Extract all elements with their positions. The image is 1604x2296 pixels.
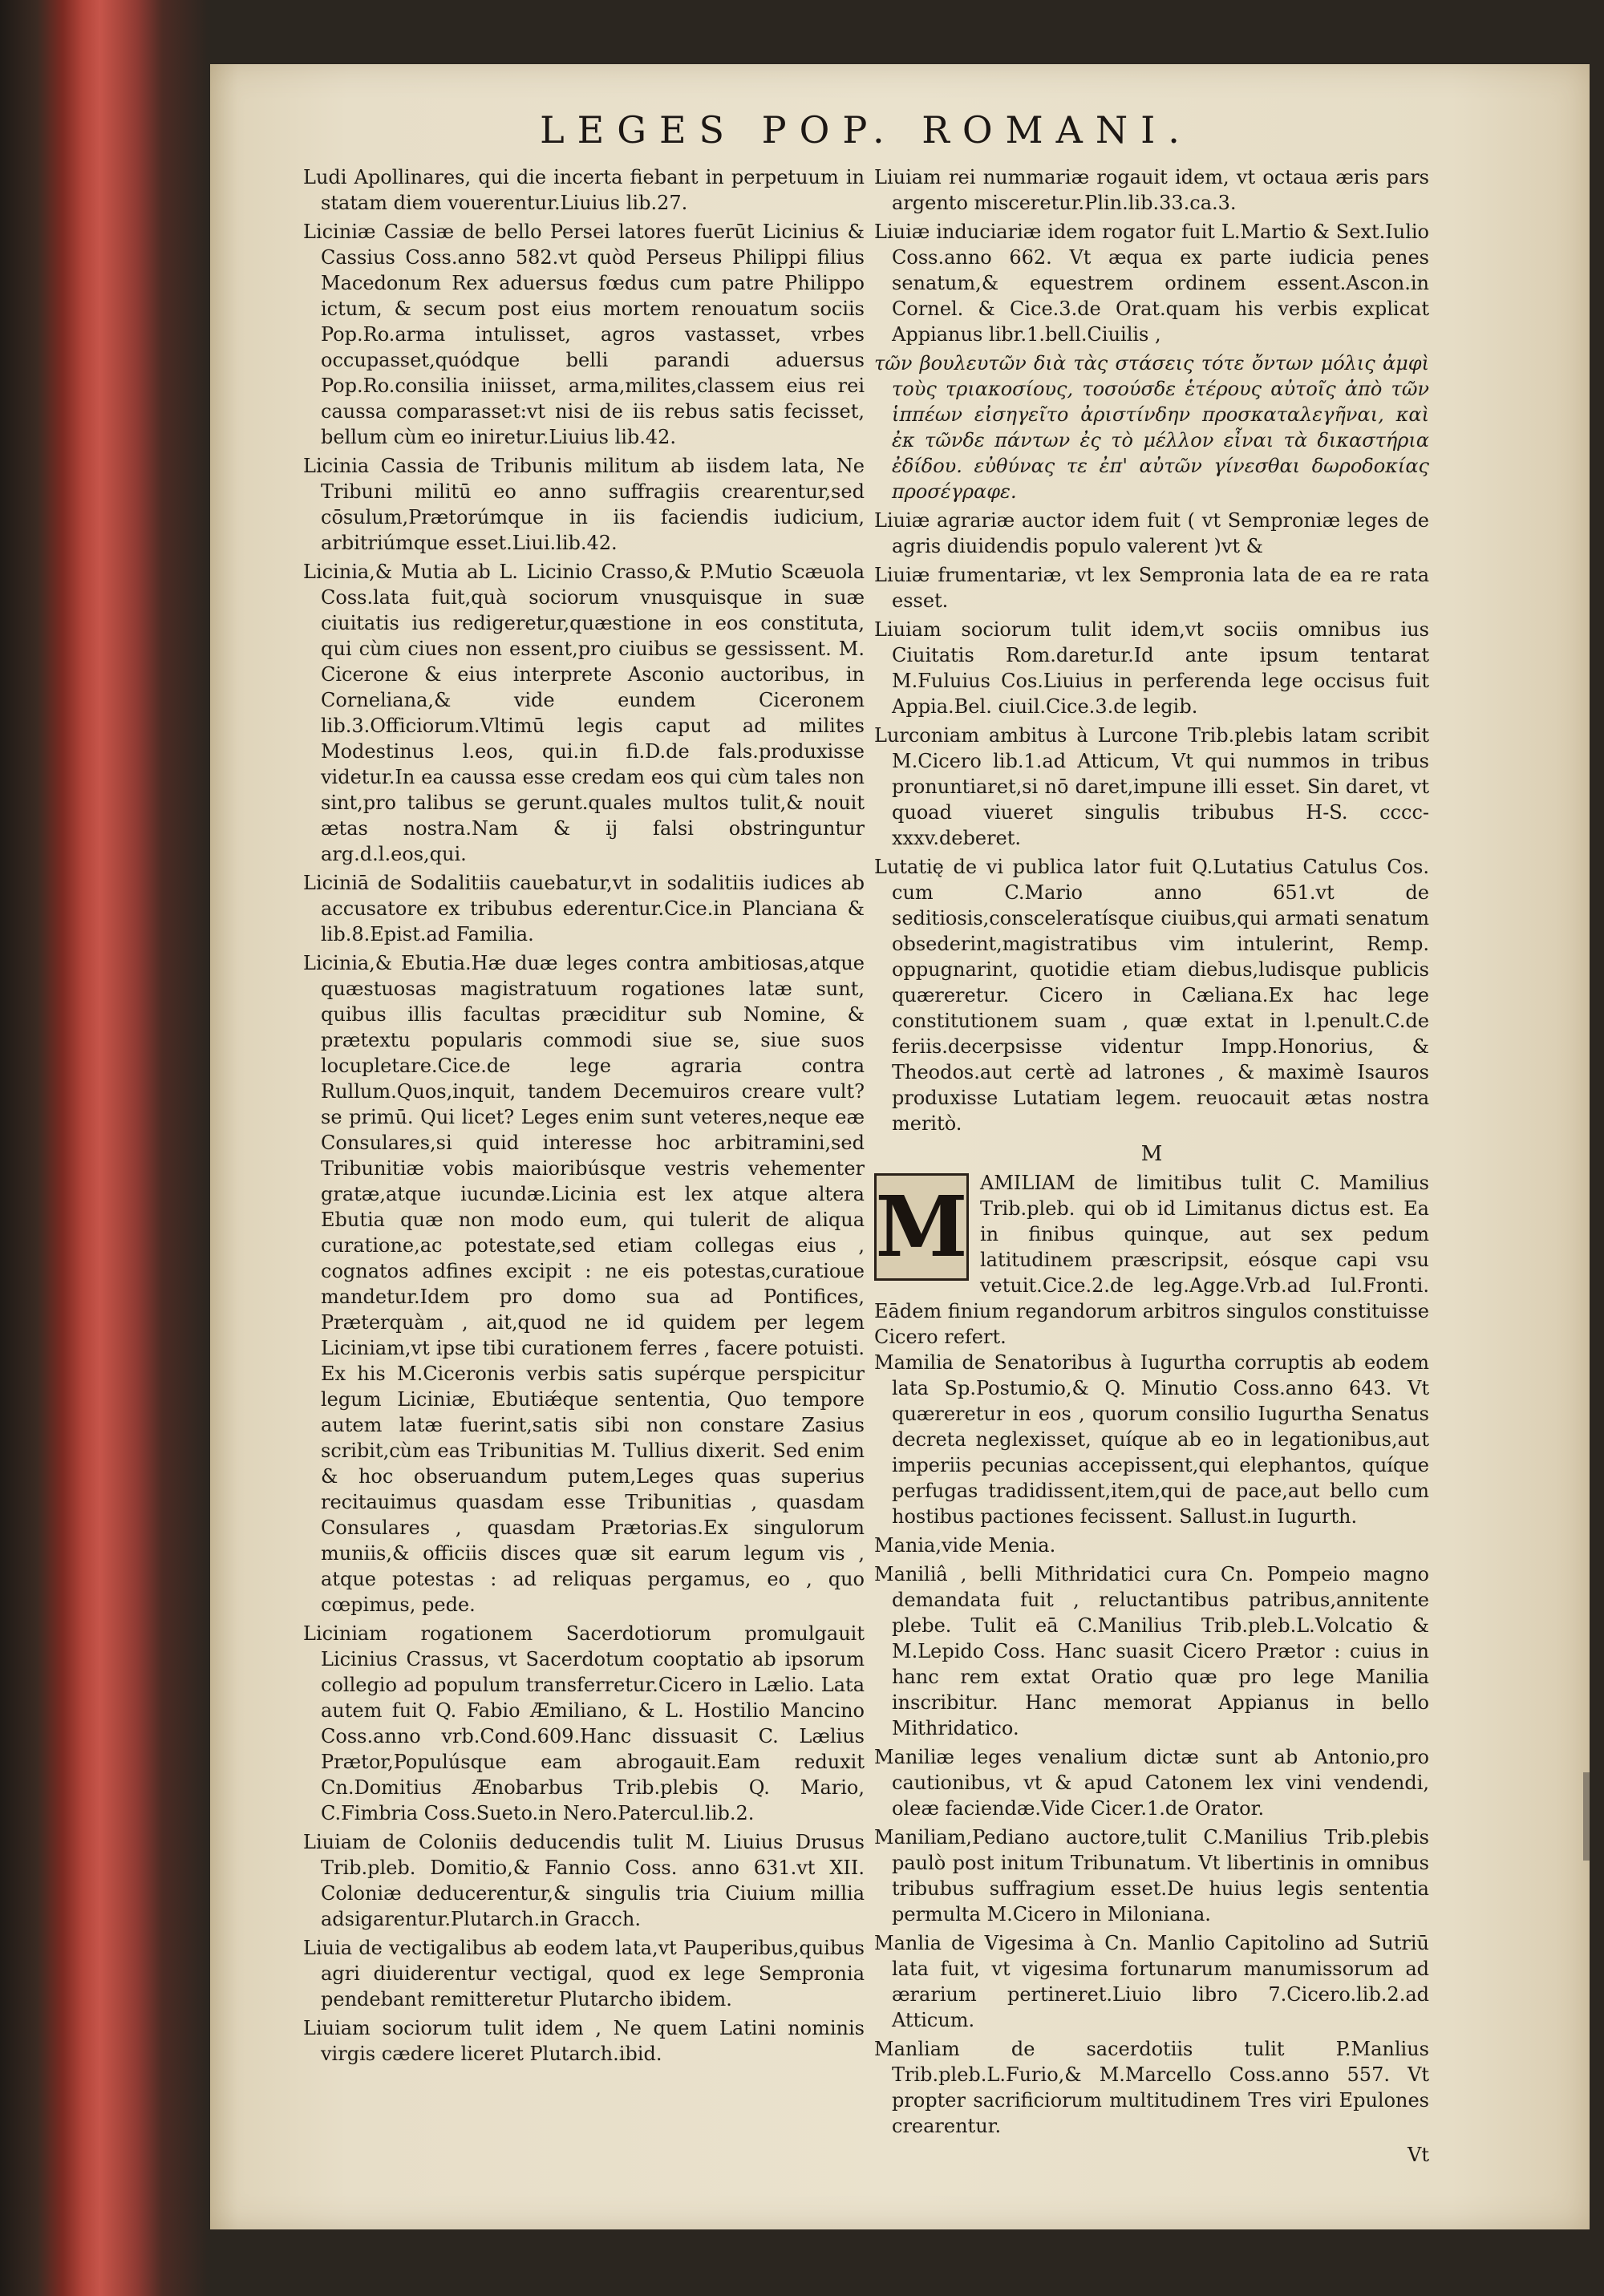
ornamental-drop-cap: M	[874, 1173, 969, 1281]
law-entry: Maniliam,Pediano auctore,tulit C.Manilius Trib.plebis paulò post initum Tribunatum. Vt libertinis in omnibus tribubus suffragium esset.De huius legis sententia permulta M.Cicero in Miloniana.	[874, 1826, 1429, 1925]
law-entry: Liuiæ frumentariæ, vt lex Sempronia lata de ea re rata esset.	[874, 564, 1429, 612]
law-entry: Lurconiam ambitus à Lurcone Trib.plebis latam scribit M.Cicero lib.1.ad Atticum, Vt qui nummos in tribus pronuntiaret,si nō daret,impune illi esset. Sin daret, vt quoad viueret singulis tribubus H-S. cccc-xxxv.deberet.	[874, 724, 1429, 849]
law-entry: Liciniæ Cassiæ de bello Persei latores fuerūt Licinius & Cassius Coss.anno 582.vt quòd Perseus Philippi filius Macedonum Rex aduersus fœdus cum patre Philippo ictum, & secum post eius mortem renouatum sociis Pop.Ro.arma intulisset, agros vastasset, vrbes occupasset,quódque belli parandi aduersus Pop.Ro.consilia iniisset, arma,milites,classem eius rei caussa comparasset:vt nisi de iis rebus satis fecisset, bellum cùm eo iniretur.Liuius lib.42.	[303, 221, 865, 448]
page-clamp	[1583, 1772, 1590, 1861]
mamilia-text: AMILIAM de limitibus tulit C. Mamilius Trib.pleb. qui ob id Limitanus dictus est. Ea in finibus quinque, aut sex pedum latitudinem præscripsit, eósque capi vsu vetuit.Cice.2.de leg.Agge.Vrb.ad Iul.Fronti. Eādem finium regandorum arbitros singulos constituisse Cicero refert.	[874, 1172, 1429, 1348]
section-letter: M	[1140, 1142, 1163, 1166]
law-entry: Mamilia de Senatoribus à Iugurtha corruptis ab eodem lata Sp.Postumio,& Q. Minutio Coss.anno 643. Vt quæreretur in eos , quorum consilio Iugurtha Senatus decreta neglexisset, quíque ab eo in legationibus,aut imperiis pecunias accepissent,qui elephantos, quíque perfugas tradidissent,item,qui de pace,aut bello cum hostibus pactiones fecissent. Sallust.in Iugurth.	[874, 1351, 1429, 1528]
law-entry: Liciniā de Sodalitiis cauebatur,vt in sodalitiis iudices ab accusatore ex tribubus ederentur.Cice.in Planciana & lib.8.Epist.ad Familia.	[303, 872, 865, 946]
right-column	[874, 164, 1429, 2168]
catchword: Vt	[1408, 2144, 1429, 2166]
law-entry: Liuiam rei nummariæ rogauit idem, vt octaua æris pars argento misceretur.Plin.lib.33.ca.3.	[874, 166, 1429, 214]
law-entry: Liuiæ agrariæ auctor idem fuit ( vt Semproniæ leges de agris diuidendis populo valerent )vt &	[874, 509, 1429, 557]
law-entry: Manlia de Vigesima à Cn. Manlio Capitolino ad Sutriū lata fuit, vt vigesima fortunarum manumissorum ad ærarium pertineret.Liuio libro 7.Cicero.lib.2.ad Atticum.	[874, 1932, 1429, 2031]
law-entry: Licinia,& Mutia ab L. Licinio Crasso,& P.Mutio Scæuola Coss.lata fuit,quà sociorum vnusquisque in suæ ciuitatis ius redigeretur,quæstione in eos constituta, qui cùm ciues non essent,pro ciuibus se gessissent. M. Cicerone & eius interprete Asconio auctoribus, in Corneliana,& vide eundem Ciceronem lib.3.Officiorum.Vltimū legis caput ad milites Modestinus l.eos, qui.in fi.D.de fals.produxisse videtur.In ea caussa esse credam eos qui cùm tales non sint,pro talibus se gerunt.quales multos tulit,& nouit ætas nostra.Nam & ij falsi obstringuntur arg.d.l.eos,qui.	[303, 561, 865, 865]
law-entry: Ludi Apollinares, qui die incerta fiebant in perpetuum in statam diem vouerentur.Liuius lib.27.	[303, 166, 865, 214]
law-entry: Liuiam sociorum tulit idem , Ne quem Latini nominis virgis cædere liceret Plutarch.ibid.	[303, 2017, 865, 2065]
law-entry: Maniliâ , belli Mithridatici cura Cn. Pompeio magno demandata fuit , reluctantibus patribus,annitente plebe. Tulit eā C.Manilius Trib.pleb.L.Volcatio & M.Lepido Coss. Hanc suasit Cicero Prætor : cuius in hanc rem extat Oratio quæ pro lege Manilia inscribitur. Hanc memorat Appianus in bello Mithridatico.	[874, 1563, 1429, 1739]
law-entry: Lutatię de vi publica lator fuit Q.Lutatius Catulus Cos. cum C.Mario anno 651.vt de seditiosis,consceleratísque ciuibus,qui armati senatum obsederint,magistratibus vim intulerint, Remp. oppugnarint, quotidie etiam diebus,ludisque publicis quæreretur. Cicero in Cæliana.Ex hac lege constitutionem suam , quæ extat in l.penult.C.de feriis.decerpsisse videntur Impp.Honorius, & Theodos.aut certè ad latrones , & maximè Isauros produxisse Lutatiam legem. reuocauit ætas nostra meritò.	[874, 856, 1429, 1135]
law-entry: Liuiam de Coloniis deducendis tulit M. Liuius Drusus Trib.pleb. Domitio,& Fannio Coss. anno 631.vt XII. Coloniæ deducerentur,& singulis tria Ciuium millia adsigarentur.Plutarch.in Gracch.	[303, 1831, 865, 1930]
running-head: LEGES POP. ROMANI.	[540, 108, 1193, 152]
left-column	[303, 164, 865, 2070]
law-entry: Liuiæ induciariæ idem rogator fuit L.Martio & Sext.Iulio Coss.anno 662. Vt æqua ex parte iudicia penes senatum,& equestrem ordinem essent.Ascon.in Cornel. & Cice.3.de Orat.quam his verbis explicat Appianus libr.1.bell.Ciuilis ,	[874, 221, 1429, 346]
mamilia-entry	[874, 1170, 1429, 1350]
law-entry: Liuiam sociorum tulit idem,vt sociis omnibus ius Ciuitatis Rom.daretur.Id ante ipsum tentarat M.Fuluius Cos.Liuius in perferenda lege occisus fuit Appia.Bel. ciuil.Cice.3.de legib.	[874, 618, 1429, 718]
law-entry: Manliam de sacerdotiis tulit P.Manlius Trib.pleb.L.Furio,& M.Marcello Coss.anno 557. Vt propter sacrificiorum multitudinem Tres viri Epulones crearentur.	[874, 2038, 1429, 2137]
law-entry: Mania,vide Menia.	[874, 1534, 1056, 1557]
law-entry: Licinia,& Ebutia.Hæ duæ leges contra ambitiosas,atque quæstuosas magistratuum rogationes latæ sunt, quibus illis facultas præciditur sub Nomine, & prætextu popularis commodi siue se, siue suos locupletare.Cice.de lege agraria contra Rullum.Quos,inquit, tandem Decemuiros creare vult? se primū. Qui licet? Leges enim sunt veteres,neque eæ Consulares,si quid interesse hoc arbitramini,sed Tribunitiæ vobis maioribúsque vestris vehementer gratæ,atque iucundæ.Licinia est lex atque altera Ebutia quæ non modo eum, qui tulerit de aliqua curatione,ac potestate,sed etiam collegas eius , cognatos adfines excipit : ne eis potestas,curatioue mandetur.Idem pro domo sua ad Pontifices, Præterquàm , ait,quod ne id quidem per legem Liciniam,vt ipse tibi curationem ferres , facere potuisti. Ex his M.Ciceronis verbis satis supérque perspicitur legum Liciniæ, Ebutiǽque sententia, Quo tempore autem latæ fuerint,satis sibi non constare Zasius scribit,cùm eas Tribunitias M. Tullius dixerit. Sed enim & hoc obseruandum putem,Leges quas superius recitauimus quasdam esse Tribunitias , quasdam Consulares , quasdam Prætorias.Ex singulorum muniis,& officiis disces quæ sit earum legum vis , atque potestas : ad reliquas pergamus, eo , quo cœpimus, pede.	[303, 952, 865, 1616]
law-entry: Licinia Cassia de Tribunis militum ab iisdem lata, Ne Tribuni militū eo anno suffragiis crearentur,sed cōsulum,Prætorúmque in iis faciendis iudicium, arbitriúmque esset.Liui.lib.42.	[303, 455, 865, 554]
law-entry: Maniliæ leges venalium dictæ sunt ab Antonio,pro cautionibus, vt & apud Catonem lex vini vendendi, oleæ faciendæ.Vide Cicer.1.de Orator.	[874, 1746, 1429, 1820]
book-page-edge	[0, 0, 209, 2296]
law-entry: Liuia de vectigalibus ab eodem lata,vt Pauperibus,quibus agri diuiderentur vectigal, quod ex lege Sempronia pendebant remitteretur Plutarcho ibidem.	[303, 1937, 865, 2011]
greek-quotation: τῶν βουλευτῶν διὰ τὰς στάσεις τότε ὄντων μόλις ἀμφὶ τοὺς τριακοσίους, τοσούσδε ἑτέρους αὐτοῖς ἀπὸ τῶν ἱππέων εἰσηγεῖτο ἀριστίνδην προσκαταλεγῆναι, καὶ ἐκ τῶνδε πάντων ἐς τὸ μέλλον εἶναι τὰ δικαστήρια ἐδίδου. εὐθύνας τε ἐπ' αὐτῶν γίνεσθαι δωροδοκίας προσέγραφε.	[874, 352, 1429, 503]
law-entry: Liciniam rogationem Sacerdotiorum promulgauit Licinius Crassus, vt Sacerdotum cooptatio ab ipsorum collegio ad populum transferretur.Cicero in Lælio. Lata autem fuit Q. Fabio Æmiliano, & L. Hostilio Mancino Coss.anno vrb.Cond.609.Hanc dissuasit C. Lælius Prætor,Populúsque eam abrogauit.Eam reduxit Cn.Domitius Ænobarbus Trib.plebis Q. Mario, C.Fimbria Coss.Sueto.in Nero.Patercul.lib.2.	[303, 1622, 865, 1824]
